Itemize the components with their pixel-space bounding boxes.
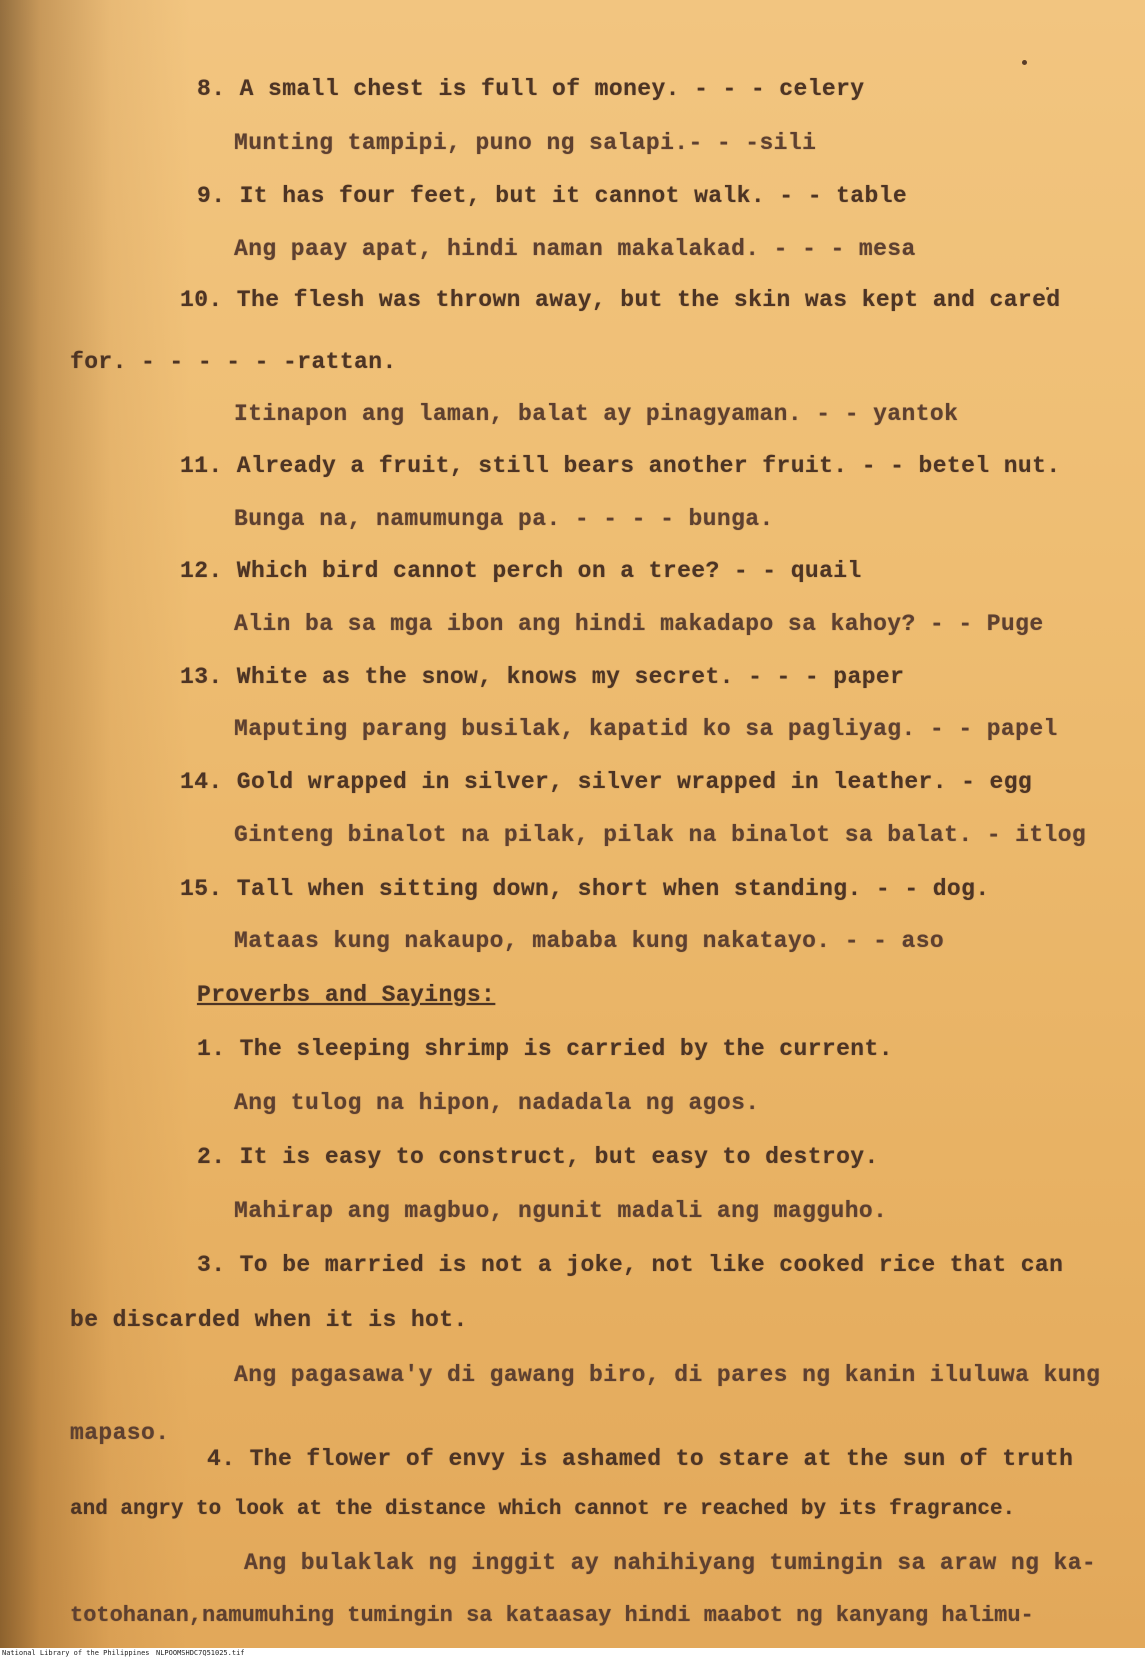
section-heading: Proverbs and Sayings: (197, 982, 496, 1008)
riddle-15-tagalog: Mataas kung nakaupo, mababa kung nakatayo. - - aso (234, 928, 945, 954)
riddle-15-english: 15. Tall when sitting down, short when standing. - - dog. (180, 876, 990, 902)
proverb-4-english: 4. The flower of envy is ashamed to stare at the sun of truth (207, 1446, 1074, 1472)
scan-footer (0, 1648, 1145, 1658)
proverb-4-tagalog-cont: totohanan,namumuhing tumingin sa kataasay hindi maabot ng kanyang halimu- (70, 1603, 1034, 1628)
riddle-12-tagalog: Alin ba sa mga ibon ang hindi makadapo sa kahoy? - - Puge (234, 611, 1044, 637)
ink-speck (1022, 60, 1027, 65)
proverb-4-tagalog: Ang bulaklak ng inggit ay nahihiyang tumingin sa araw ng ka- (244, 1550, 1097, 1576)
footer-file-id: NLPOOMSHDC7Q51025.tif (156, 1649, 245, 1657)
riddle-9-tagalog: Ang paay apat, hindi naman makalakad. - - - mesa (234, 236, 916, 262)
riddle-12-english: 12. Which bird cannot perch on a tree? - - quail (180, 558, 862, 584)
riddle-9-english: 9. It has four feet, but it cannot walk. - - table (197, 183, 908, 209)
riddle-14-tagalog: Ginteng binalot na pilak, pilak na binalot sa balat. - itlog (234, 822, 1087, 848)
proverb-3-tagalog: Ang pagasawa'y di gawang biro, di pares ng kanin iluluwa kung (234, 1362, 1101, 1388)
riddle-13-tagalog: Maputing parang busilak, kapatid ko sa pagliyag. - - papel (234, 716, 1058, 742)
riddle-8-tagalog: Munting tampipi, puno ng salapi.- - -sili (234, 130, 817, 156)
proverb-4-english-cont: and angry to look at the distance which cannot re reached by its fragrance. (70, 1498, 1016, 1521)
proverb-2-tagalog: Mahirap ang magbuo, ngunit madali ang magguho. (234, 1198, 888, 1224)
riddle-10-tagalog: Itinapon ang laman, balat ay pinagyaman. - - yantok (234, 401, 959, 427)
proverb-3-english-cont: be discarded when it is hot. (70, 1307, 468, 1333)
riddle-8-english: 8. A small chest is full of money. - - - celery (197, 76, 865, 102)
riddle-11-tagalog: Bunga na, namumunga pa. - - - - bunga. (234, 506, 774, 532)
proverb-3-tagalog-cont: mapaso. (70, 1420, 170, 1446)
proverb-3-english: 3. To be married is not a joke, not like cooked rice that can (197, 1252, 1064, 1278)
riddle-11-english: 11. Already a fruit, still bears another fruit. - - betel nut. (180, 453, 1061, 479)
footer-source: National Library of the Philippines (2, 1649, 150, 1657)
riddle-13-english: 13. White as the snow, knows my secret. - - - paper (180, 664, 905, 690)
proverb-1-english: 1. The sleeping shrimp is carried by the current. (197, 1036, 893, 1062)
riddle-14-english: 14. Gold wrapped in silver, silver wrapped in leather. - egg (180, 769, 1033, 795)
proverb-2-english: 2. It is easy to construct, but easy to destroy. (197, 1144, 879, 1170)
riddle-10-english: 10. The flesh was thrown away, but the skin was kept and cared (180, 287, 1061, 313)
proverb-1-tagalog: Ang tulog na hipon, nadadala ng agos. (234, 1090, 760, 1116)
riddle-10-english-cont: for. - - - - - -rattan. (70, 349, 397, 375)
